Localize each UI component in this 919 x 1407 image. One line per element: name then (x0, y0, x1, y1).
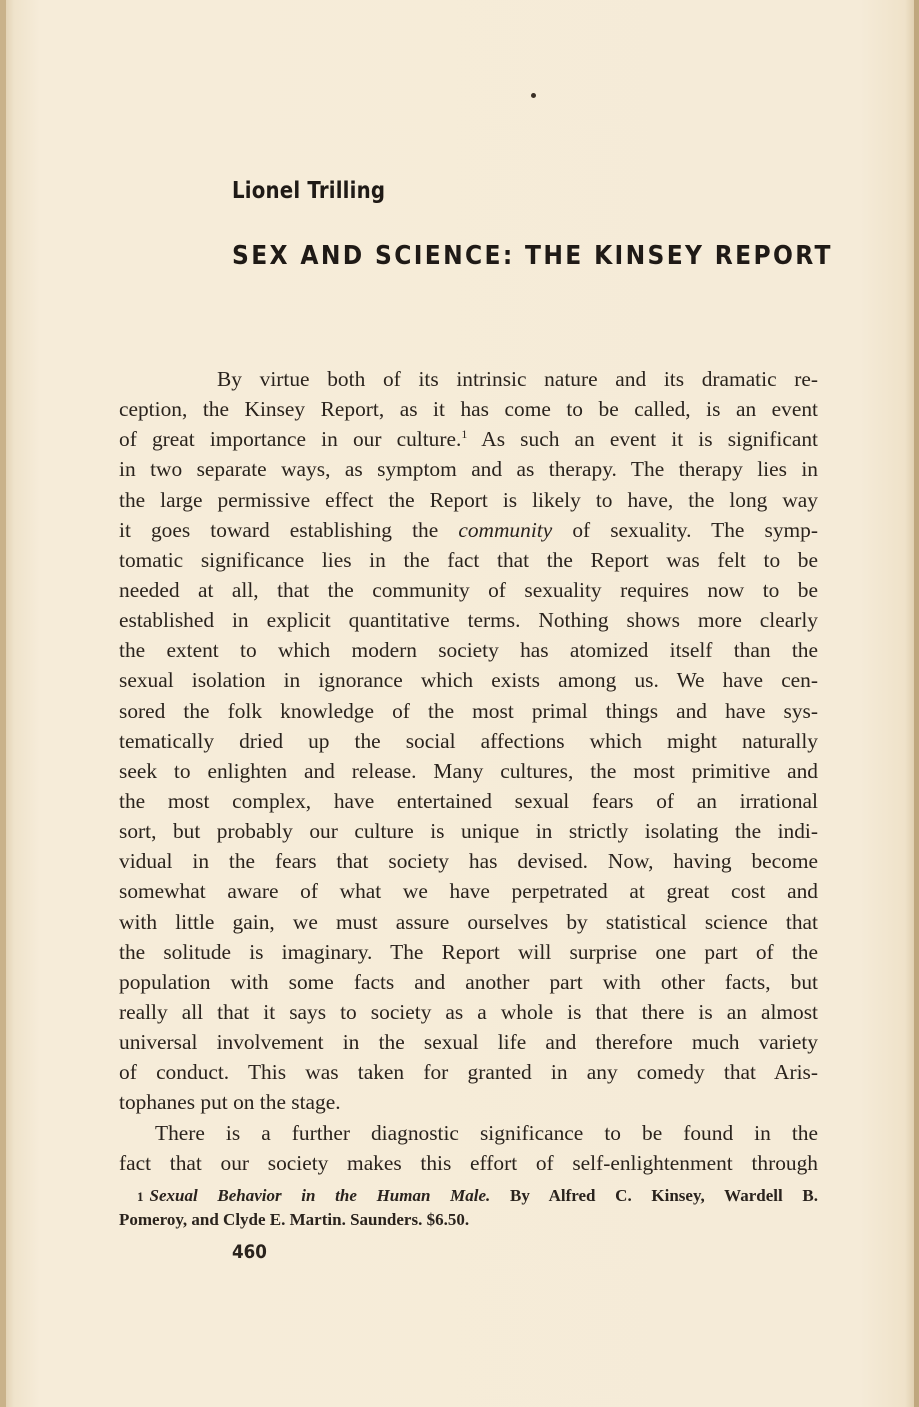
article-title: SEX AND SCIENCE: THE KINSEY REPORT (232, 241, 833, 271)
body-line: the extent to which modern society has atomized itself than the (119, 638, 818, 663)
body-line-segment: it goes toward establishing the (119, 517, 439, 542)
body-line: By virtue both of its intrinsic nature and its dramatic re- (217, 367, 818, 391)
body-line: needed at all, that the community of sexuality requires now to be (119, 577, 818, 602)
article-author: Lionel Trilling (232, 178, 386, 204)
page-number: 460 (232, 1241, 267, 1263)
footnote (119, 1184, 818, 1231)
page-right-edge (914, 0, 919, 1407)
body-line-segment: of great importance in our culture. (119, 427, 462, 452)
page-binding-edge (0, 0, 6, 1407)
body-line-segment: As such an event it is significant (481, 427, 818, 452)
footnote-number: 1 (137, 1189, 144, 1204)
body-line: the large permissive effect the Report is likely to have, the long way (119, 487, 818, 512)
body-line: tematically dried up the social affections which might naturally (119, 728, 818, 753)
body-line: established in explicit quantitative terms. Nothing shows more clearly (119, 608, 818, 633)
body-line: really all that it says to society as a whole is that there is an almost (119, 999, 818, 1024)
body-line: of conduct. This was taken for granted in any comedy that Aris- (119, 1060, 818, 1085)
body-line: with little gain, we must assure ourselves by statistical science that (119, 909, 818, 934)
footnote-line (119, 1184, 818, 1208)
body-line: There is a further diagnostic significance to be found in the (155, 1120, 818, 1145)
body-line: tophanes put on the stage. (119, 1090, 341, 1115)
body-line: population with some facts and another part with other facts, but (119, 969, 818, 994)
article-body (119, 364, 818, 1178)
body-line: tomatic significance lies in the fact that the Report was felt to be (119, 547, 818, 572)
body-line (119, 424, 818, 454)
footnote-reference: 1 (461, 427, 468, 442)
body-line: universal involvement in the sexual life and therefore much variety (119, 1030, 818, 1055)
body-line-segment: of sexuality. The symp- (572, 517, 818, 542)
print-speck (531, 93, 536, 98)
body-line: seek to enlighten and release. Many cultures, the most primitive and (119, 758, 818, 783)
body-line: sort, but probably our culture is unique in strictly isolating the indi- (119, 819, 818, 844)
footnote-line: Pomeroy, and Clyde E. Martin. Saunders. $6.50. (119, 1210, 470, 1229)
body-line: ception, the Kinsey Report, as it has come to be called, is an event (119, 397, 818, 422)
body-line: sexual isolation in ignorance which exists among us. We have cen- (119, 668, 818, 693)
body-line (119, 515, 818, 545)
body-line: the most complex, have entertained sexual fears of an irrational (119, 788, 818, 813)
emphasized-word: community (458, 517, 553, 542)
body-line: somewhat aware of what we have perpetrated at great cost and (119, 879, 818, 904)
body-line: vidual in the fears that society has devised. Now, having become (119, 849, 818, 874)
body-line: fact that our society makes this effort of self-enlightenment through (119, 1150, 818, 1175)
body-line: sored the folk knowledge of the most primal things and have sys- (119, 698, 818, 723)
footnote-book-title: Sexual Behavior in the Human Male. (149, 1186, 491, 1205)
body-line: the solitude is imaginary. The Report will surprise one part of the (119, 939, 818, 964)
footnote-text: By Alfred C. Kinsey, Wardell B. (509, 1186, 819, 1205)
body-line: in two separate ways, as symptom and as therapy. The therapy lies in (119, 457, 818, 482)
